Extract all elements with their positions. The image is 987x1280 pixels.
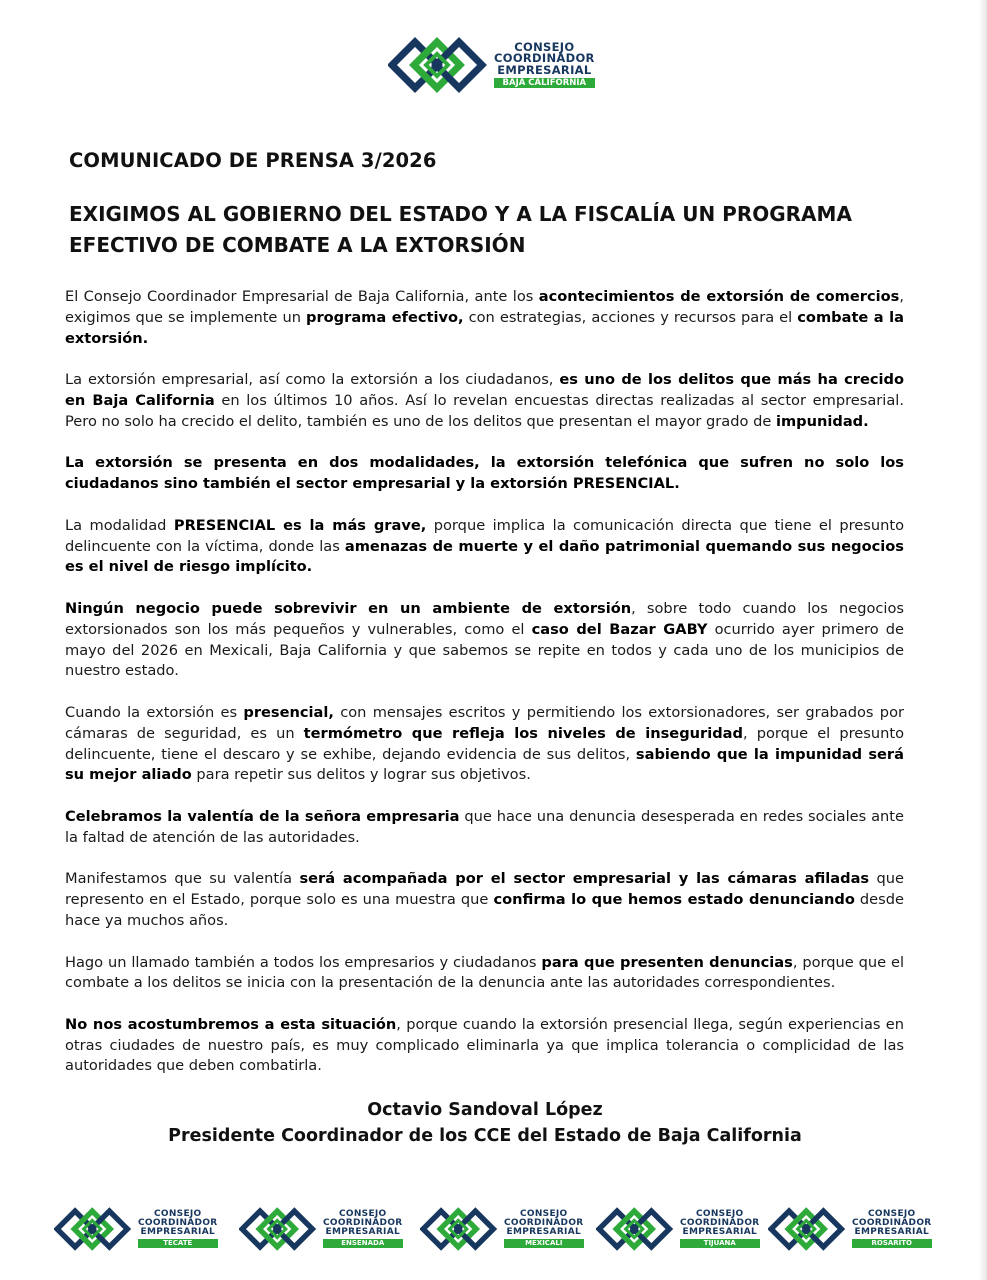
text-run: para repetir sus delitos y lograr sus objetivos. <box>191 766 531 784</box>
logo-wordmark <box>494 39 595 89</box>
logo-line3: EMPRESARIAL <box>140 1227 216 1238</box>
bold-text-run: No nos acostumbremos a esta situación <box>65 1015 397 1033</box>
text-run: en los últimos 10 años. Así lo revelan encuestas directas realizadas al sector empresarial. Pero no solo ha crecido el delito, también es uno de los delitos que presentan el mayor grado de <box>65 391 904 430</box>
text-run: , porque cuando la extorsión presencial llega, según experiencias en otras ciudades de nuestro país, es muy complicado eliminarla ya que implica tolerancia o complicidad de las autoridades que deben combatirla. <box>65 1015 904 1075</box>
text-run: desde hace ya muchos años. <box>65 891 904 929</box>
cce-diamond-logo-icon <box>596 1203 674 1255</box>
footer-logos <box>54 1203 934 1265</box>
logo-line2: COORDINADOR <box>852 1218 932 1229</box>
logo-line1: CONSEJO <box>867 1209 916 1220</box>
signature-name: Octavio Sandoval López <box>367 1100 603 1120</box>
bold-text-run: es uno de los delitos que más ha crecido en Baja California <box>65 371 904 409</box>
text-run: La extorsión empresarial, así como la extorsión a los ciudadanos, <box>65 371 560 389</box>
bold-text-run: será acompañada por el sector empresarial y las cámaras afiladas <box>299 870 870 888</box>
text-run: La modalidad <box>65 516 174 534</box>
logo-line3: EMPRESARIAL <box>325 1227 401 1238</box>
bold-text-run: acontecimientos de extorsión de comercios <box>538 288 900 305</box>
text-run: , exigimos que se implemente un <box>65 288 904 326</box>
header-logo <box>388 32 604 98</box>
text-run: , porque el presunto delincuente, tiene el descaro y se exhibe, dejando evidencia de sus delitos, <box>65 724 904 763</box>
cce-diamond-logo-icon <box>388 32 488 98</box>
footer-logo-tijuana <box>596 1203 760 1255</box>
logo-line1: CONSEJO <box>153 1209 202 1220</box>
logo-line1: CONSEJO <box>519 1209 568 1220</box>
press-release-headline: EXIGIMOS AL GOBIERNO DEL ESTADO Y A LA FISCALÍA UN PROGRAMA EFECTIVO DE COMBATE A LA EXTORSIÓN <box>69 202 852 257</box>
logo-line1: CONSEJO <box>695 1209 744 1220</box>
bold-text-run: amenazas de muerte y el daño patrimonial quemando sus negocios es el nivel de riesgo implícito. <box>65 537 904 576</box>
bold-text-run: presencial, <box>243 703 334 721</box>
press-release-body <box>65 287 904 1098</box>
text-run: ocurrido ayer primero de mayo del 2026 en Mexicali, Baja California y que sabemos se repite en todos y cada uno de los municipios de nuestro estado. <box>65 620 904 680</box>
text-run: Hago un llamado también a todos los empresarios y ciudadanos <box>65 953 542 971</box>
logo-line-1: CONSEJO <box>514 39 575 54</box>
logo-region-badge: TIJUANA <box>680 1239 760 1247</box>
bold-text-run: PRESENCIAL es la más grave, <box>173 516 427 534</box>
footer-logo-ensenada <box>239 1203 403 1255</box>
logo-region-badge: BAJA CALIFORNIA <box>494 78 595 88</box>
body-paragraph <box>65 453 904 495</box>
text-run: con estrategias, acciones y recursos para el <box>463 308 798 326</box>
logo-line2: COORDINADOR <box>504 1218 584 1229</box>
bold-text-run: termómetro que refleja los niveles de inseguridad <box>303 724 743 742</box>
text-run: con mensajes escritos y permitiendo los extorsionadores, ser grabados por cámaras de seguridad, es un <box>65 703 905 742</box>
footer-logo-tecate <box>54 1203 218 1255</box>
bold-text-run: impunidad. <box>775 412 869 430</box>
logo-line2: COORDINADOR <box>680 1218 760 1229</box>
bold-text-run: caso del Bazar GABY <box>531 620 708 638</box>
body-paragraph <box>65 599 904 682</box>
signature-role: Presidente Coordinador de los CCE del Estado de Baja California <box>168 1126 802 1146</box>
body-paragraph <box>65 953 904 995</box>
logo-wordmark <box>138 1210 218 1247</box>
text-run: porque implica la comunicación directa que tiene el presunto delincuente con la víctima, donde las <box>65 516 904 555</box>
cce-diamond-logo-icon <box>420 1203 498 1255</box>
body-paragraph <box>65 370 904 432</box>
text-run: Manifestamos que su valentía <box>65 870 300 888</box>
bold-text-run: para que presenten denuncias <box>541 953 793 971</box>
logo-line2: COORDINADOR <box>138 1218 218 1229</box>
text-run: El Consejo Coordinador Empresarial de Baja California, ante los <box>65 288 539 305</box>
page-edge-shadow <box>979 0 987 1280</box>
bold-text-run: programa efectivo, <box>306 308 464 326</box>
logo-region-badge: ROSARITO <box>852 1239 932 1247</box>
footer-logo-mexicali <box>420 1203 584 1255</box>
text-run: que hace una denuncia desesperada en redes sociales ante la faltad de atención de las autoridades. <box>65 807 904 846</box>
bold-text-run: confirma lo que hemos estado denunciando <box>493 891 855 909</box>
body-paragraph <box>65 703 904 786</box>
text-run: , porque que el combate a los delitos se inicia con la presentación de la denuncia ante las autoridades correspondientes. <box>65 953 905 992</box>
cce-diamond-logo-icon <box>239 1203 317 1255</box>
press-release-number: COMUNICADO DE PRENSA 3/2026 <box>69 149 437 172</box>
logo-wordmark <box>852 1210 932 1247</box>
logo-region-badge: ENSENADA <box>323 1239 403 1247</box>
bold-text-run: combate a la extorsión. <box>65 308 904 347</box>
logo-line-2: COORDINADOR <box>494 51 595 66</box>
logo-line1: CONSEJO <box>338 1209 387 1220</box>
logo-line3: EMPRESARIAL <box>682 1227 758 1238</box>
cce-diamond-logo-icon <box>768 1203 846 1255</box>
logo-line3: EMPRESARIAL <box>506 1227 582 1238</box>
text-run: Cuando la extorsión es <box>65 703 244 721</box>
bold-text-run: Celebramos la valentía de la señora empresaria <box>65 807 460 825</box>
body-paragraph <box>65 807 904 849</box>
text-run: , sobre todo cuando los negocios extorsionados son los más pequeños y vulnerables, como el <box>65 599 904 638</box>
logo-line2: COORDINADOR <box>323 1218 403 1229</box>
logo-line-3: EMPRESARIAL <box>497 62 592 77</box>
logo-wordmark <box>680 1210 760 1247</box>
body-paragraph <box>65 869 904 931</box>
bold-text-run: sabiendo que la impunidad será su mejor aliado <box>65 745 904 784</box>
logo-wordmark <box>323 1210 403 1247</box>
logo-region-badge: MEXICALI <box>504 1239 584 1247</box>
body-paragraph <box>65 287 904 349</box>
body-paragraph <box>65 1015 904 1077</box>
logo-region-badge: TECATE <box>138 1239 218 1247</box>
cce-diamond-logo-icon <box>54 1203 132 1255</box>
text-run: que represento en el Estado, porque solo es una muestra que <box>65 870 904 909</box>
bold-text-run: Ningún negocio puede sobrevivir en un ambiente de extorsión <box>65 599 632 617</box>
bold-text-run: La extorsión se presenta en dos modalidades, la extorsión telefónica que sufren no solo los ciudadanos sino también el sector empresarial y la extorsión PRESENCIAL. <box>65 454 904 493</box>
body-paragraph <box>65 516 904 578</box>
logo-wordmark <box>504 1210 584 1247</box>
logo-line3: EMPRESARIAL <box>854 1227 930 1238</box>
footer-logo-rosarito <box>768 1203 932 1255</box>
